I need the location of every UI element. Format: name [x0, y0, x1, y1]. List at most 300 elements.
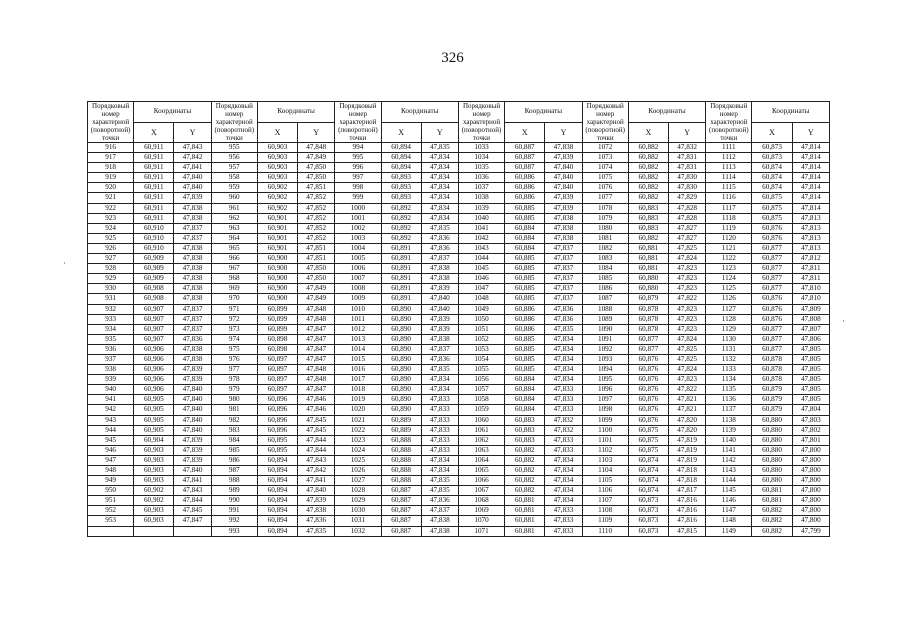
- point-number: 1100: [582, 425, 628, 435]
- coord-y: 47,800: [792, 466, 829, 476]
- point-number: 1040: [458, 213, 504, 223]
- coord-x: 60,885: [505, 365, 545, 375]
- coord-x: 60,885: [505, 354, 545, 364]
- coord-y: 47,837: [174, 233, 211, 243]
- coord-y: 47,834: [545, 344, 582, 354]
- point-number: [88, 526, 134, 536]
- coord-x: 60,887: [381, 526, 421, 536]
- coord-y: 47,838: [174, 344, 211, 354]
- coord-y: 47,840: [421, 304, 458, 314]
- coord-x: 60,894: [257, 516, 297, 526]
- point-number: 1126: [706, 294, 752, 304]
- point-number: 1065: [458, 466, 504, 476]
- coord-y: 47,832: [669, 143, 706, 153]
- coord-y: 47,838: [545, 213, 582, 223]
- coord-y: 47,804: [792, 405, 829, 415]
- coord-x: 60,877: [628, 334, 668, 344]
- coord-y: 47,823: [669, 324, 706, 334]
- point-number: 1068: [458, 496, 504, 506]
- point-number: 1047: [458, 284, 504, 294]
- coord-x: 60,902: [257, 193, 297, 203]
- coord-x: 60,879: [628, 294, 668, 304]
- point-number: 1121: [706, 243, 752, 253]
- point-number: 1018: [335, 385, 381, 395]
- coord-y: 47,807: [792, 324, 829, 334]
- table-row: [88, 213, 830, 223]
- point-number: 1024: [335, 445, 381, 455]
- coord-y: 47,837: [174, 324, 211, 334]
- header-y: Y: [669, 123, 706, 143]
- coord-y: 47,824: [669, 254, 706, 264]
- point-number: 1070: [458, 516, 504, 526]
- table-row: [88, 435, 830, 445]
- coord-y: 47,837: [174, 314, 211, 324]
- point-number: 993: [211, 526, 257, 536]
- coord-y: 47,799: [792, 526, 829, 536]
- coord-y: 47,806: [792, 334, 829, 344]
- point-number: 974: [211, 334, 257, 344]
- coord-y: 47,837: [545, 274, 582, 284]
- table-row: [88, 173, 830, 183]
- coord-x: 60,877: [628, 344, 668, 354]
- coord-x: 60,903: [257, 163, 297, 173]
- point-number: 1088: [582, 304, 628, 314]
- coord-y: 47,839: [545, 153, 582, 163]
- point-number: 1053: [458, 344, 504, 354]
- coord-x: 60,879: [752, 395, 792, 405]
- coord-y: 47,813: [792, 213, 829, 223]
- coord-y: 47,852: [298, 213, 335, 223]
- coord-x: 60,880: [752, 435, 792, 445]
- point-number: 979: [211, 385, 257, 395]
- point-number: 1007: [335, 274, 381, 284]
- table-row: [88, 314, 830, 324]
- point-number: 990: [211, 496, 257, 506]
- coord-y: 47,810: [792, 294, 829, 304]
- point-number: 935: [88, 334, 134, 344]
- coord-y: 47,814: [792, 143, 829, 153]
- point-number: 919: [88, 173, 134, 183]
- table-row: [88, 496, 830, 506]
- coord-y: 47,850: [298, 163, 335, 173]
- table-row: [88, 254, 830, 264]
- coord-x: 60,882: [628, 143, 668, 153]
- coord-y: 47,834: [545, 476, 582, 486]
- coord-y: 47,839: [174, 455, 211, 465]
- point-number: 997: [335, 173, 381, 183]
- point-number: 1021: [335, 415, 381, 425]
- point-number: 1002: [335, 223, 381, 233]
- coord-x: 60,905: [134, 395, 174, 405]
- table-row: [88, 223, 830, 233]
- coord-y: 47,820: [669, 415, 706, 425]
- coord-y: 47,813: [792, 233, 829, 243]
- coord-y: 47,814: [792, 183, 829, 193]
- coord-y: 47,849: [298, 284, 335, 294]
- point-number: 1106: [582, 486, 628, 496]
- point-number: 1090: [582, 324, 628, 334]
- coord-y: 47,814: [792, 173, 829, 183]
- coord-x: 60,902: [134, 496, 174, 506]
- point-number: 1012: [335, 324, 381, 334]
- coord-x: 60,881: [752, 486, 792, 496]
- coord-y: 47,831: [669, 153, 706, 163]
- point-number: 1081: [582, 233, 628, 243]
- coord-x: 60,881: [628, 264, 668, 274]
- point-number: 1073: [582, 153, 628, 163]
- coord-x: 60,885: [505, 344, 545, 354]
- table-row: [88, 506, 830, 516]
- coord-x: 60,882: [628, 193, 668, 203]
- coord-x: 60,879: [752, 385, 792, 395]
- coord-y: 47,833: [545, 435, 582, 445]
- point-number: 1113: [706, 163, 752, 173]
- coord-y: 47,836: [545, 314, 582, 324]
- coord-y: 47,848: [298, 314, 335, 324]
- coord-y: 47,821: [669, 395, 706, 405]
- coord-y: 47,835: [545, 324, 582, 334]
- coord-x: 60,891: [381, 294, 421, 304]
- coord-x: 60,878: [752, 354, 792, 364]
- coord-x: 60,908: [134, 294, 174, 304]
- point-number: 943: [88, 415, 134, 425]
- header-y: Y: [174, 123, 211, 143]
- point-number: 1144: [706, 476, 752, 486]
- coord-y: 47,800: [792, 506, 829, 516]
- coord-y: 47,849: [298, 153, 335, 163]
- coord-x: 60,875: [752, 193, 792, 203]
- coord-x: 60,881: [628, 243, 668, 253]
- table-row: [88, 526, 830, 536]
- coord-y: 47,852: [298, 193, 335, 203]
- point-number: 989: [211, 486, 257, 496]
- coord-x: 60,881: [505, 496, 545, 506]
- point-number: 929: [88, 274, 134, 284]
- coord-y: 47,839: [174, 435, 211, 445]
- coord-y: 47,839: [174, 375, 211, 385]
- coord-y: 47,836: [421, 243, 458, 253]
- coord-x: 60,890: [381, 344, 421, 354]
- point-number: 1097: [582, 395, 628, 405]
- point-number: 1010: [335, 304, 381, 314]
- coord-y: 47,843: [174, 486, 211, 496]
- point-number: 1001: [335, 213, 381, 223]
- coord-x: 60,903: [134, 466, 174, 476]
- coord-x: 60,897: [257, 385, 297, 395]
- coord-y: 47,843: [174, 143, 211, 153]
- coord-x: 60,887: [381, 496, 421, 506]
- point-number: 968: [211, 274, 257, 284]
- coord-x: 60,878: [752, 375, 792, 385]
- coord-x: 60,911: [134, 163, 174, 173]
- point-number: 964: [211, 233, 257, 243]
- coord-x: 60,878: [752, 365, 792, 375]
- coord-y: 47,834: [545, 365, 582, 375]
- point-number: 916: [88, 143, 134, 153]
- coord-y: 47,816: [669, 496, 706, 506]
- coord-x: 60,891: [381, 284, 421, 294]
- coord-y: 47,833: [545, 385, 582, 395]
- header-y: Y: [298, 123, 335, 143]
- coord-x: 60,886: [505, 314, 545, 324]
- coord-y: 47,837: [545, 254, 582, 264]
- point-number: 917: [88, 153, 134, 163]
- header-coordinates: Координаты: [752, 102, 830, 123]
- point-number: 1026: [335, 466, 381, 476]
- point-number: 1089: [582, 314, 628, 324]
- coord-y: 47,839: [545, 193, 582, 203]
- coord-x: 60,888: [381, 435, 421, 445]
- coord-y: 47,838: [174, 354, 211, 364]
- coord-x: 60,876: [752, 233, 792, 243]
- coord-x: 60,905: [134, 415, 174, 425]
- coord-x: 60,878: [628, 314, 668, 324]
- point-number: 926: [88, 243, 134, 253]
- point-number: 1083: [582, 254, 628, 264]
- coord-x: 60,882: [752, 516, 792, 526]
- table-row: [88, 284, 830, 294]
- coord-y: 47,837: [174, 304, 211, 314]
- point-number: 1099: [582, 415, 628, 425]
- coord-x: 60,875: [628, 425, 668, 435]
- point-number: 965: [211, 243, 257, 253]
- coord-y: 47,834: [421, 385, 458, 395]
- coord-x: 60,907: [134, 304, 174, 314]
- coord-y: 47,808: [792, 314, 829, 324]
- coord-y: 47,834: [421, 163, 458, 173]
- coord-x: 60,894: [257, 486, 297, 496]
- coord-x: 60,875: [628, 435, 668, 445]
- coord-x: 60,910: [134, 223, 174, 233]
- coord-y: 47,839: [174, 365, 211, 375]
- header-y: Y: [421, 123, 458, 143]
- point-number: 1064: [458, 455, 504, 465]
- coord-y: 47,834: [421, 466, 458, 476]
- point-number: 1020: [335, 405, 381, 415]
- coord-x: 60,876: [628, 354, 668, 364]
- coord-y: 47,838: [421, 274, 458, 284]
- coord-x: 60,877: [752, 243, 792, 253]
- coord-x: 60,911: [134, 183, 174, 193]
- coord-y: 47,834: [545, 354, 582, 364]
- coord-x: 60,880: [628, 284, 668, 294]
- coord-y: 47,833: [545, 516, 582, 526]
- coord-x: 60,879: [752, 405, 792, 415]
- coord-x: 60,910: [134, 233, 174, 243]
- coord-x: 60,890: [381, 405, 421, 415]
- coord-x: 60,882: [505, 486, 545, 496]
- table-row: [88, 153, 830, 163]
- coord-y: 47,842: [298, 466, 335, 476]
- point-number: 1045: [458, 264, 504, 274]
- point-number: 987: [211, 466, 257, 476]
- point-number: 950: [88, 486, 134, 496]
- coord-y: 47,800: [792, 445, 829, 455]
- coord-x: 60,891: [381, 243, 421, 253]
- point-number: 956: [211, 153, 257, 163]
- point-number: 1135: [706, 385, 752, 395]
- coord-y: 47,837: [545, 294, 582, 304]
- point-number: 1116: [706, 193, 752, 203]
- point-number: 1138: [706, 415, 752, 425]
- table-row: [88, 445, 830, 455]
- header-x: X: [381, 123, 421, 143]
- table-row: [88, 193, 830, 203]
- coord-x: 60,890: [381, 324, 421, 334]
- coord-y: [174, 526, 211, 536]
- coord-x: 60,899: [257, 304, 297, 314]
- coord-x: 60,880: [752, 476, 792, 486]
- coord-y: 47,822: [669, 294, 706, 304]
- coord-y: 47,813: [792, 243, 829, 253]
- coord-y: 47,840: [174, 385, 211, 395]
- coord-y: 47,835: [421, 365, 458, 375]
- coord-y: 47,805: [792, 354, 829, 364]
- coord-x: 60,880: [752, 415, 792, 425]
- coord-x: 60,873: [628, 516, 668, 526]
- coord-y: 47,834: [421, 153, 458, 163]
- point-number: 962: [211, 213, 257, 223]
- coord-y: 47,852: [298, 203, 335, 213]
- coord-y: 47,838: [174, 254, 211, 264]
- coord-x: 60,880: [752, 455, 792, 465]
- coord-x: 60,888: [381, 445, 421, 455]
- coord-x: 60,911: [134, 203, 174, 213]
- point-number: 1017: [335, 375, 381, 385]
- coord-y: 47,834: [421, 193, 458, 203]
- point-number: 1118: [706, 213, 752, 223]
- point-number: 927: [88, 254, 134, 264]
- coord-x: 60,874: [628, 466, 668, 476]
- point-number: 1132: [706, 354, 752, 364]
- coord-y: 47,838: [174, 274, 211, 284]
- coord-x: 60,882: [628, 233, 668, 243]
- point-number: 1004: [335, 243, 381, 253]
- coord-y: 47,805: [792, 385, 829, 395]
- point-number: 1076: [582, 183, 628, 193]
- table-row: [88, 425, 830, 435]
- coord-y: 47,845: [174, 506, 211, 516]
- coord-x: 60,911: [134, 153, 174, 163]
- coord-x: 60,885: [505, 274, 545, 284]
- point-number: 1149: [706, 526, 752, 536]
- point-number: 925: [88, 233, 134, 243]
- coord-x: 60,885: [505, 264, 545, 274]
- point-number: 1124: [706, 274, 752, 284]
- coord-y: 47,823: [669, 284, 706, 294]
- point-number: 932: [88, 304, 134, 314]
- coord-x: 60,900: [257, 294, 297, 304]
- coord-y: 47,819: [669, 455, 706, 465]
- coord-y: 47,837: [421, 254, 458, 264]
- coord-y: 47,841: [298, 476, 335, 486]
- coord-y: 47,805: [792, 365, 829, 375]
- coord-y: 47,812: [792, 254, 829, 264]
- coord-x: 60,873: [752, 153, 792, 163]
- coord-y: 47,803: [792, 415, 829, 425]
- coord-y: 47,834: [421, 183, 458, 193]
- coord-x: 60,894: [257, 476, 297, 486]
- point-number: 1131: [706, 344, 752, 354]
- header-coordinates: Координаты: [505, 102, 582, 123]
- point-number: 1067: [458, 486, 504, 496]
- coord-y: 47,839: [421, 284, 458, 294]
- coord-x: 60,877: [752, 284, 792, 294]
- point-number: 1086: [582, 284, 628, 294]
- coord-x: 60,887: [381, 506, 421, 516]
- table-row: [88, 395, 830, 405]
- coord-x: 60,895: [257, 435, 297, 445]
- point-number: 1134: [706, 375, 752, 385]
- coord-y: 47,832: [545, 415, 582, 425]
- table-row: [88, 163, 830, 173]
- coord-y: 47,801: [792, 435, 829, 445]
- coord-y: 47,824: [669, 365, 706, 375]
- coord-x: 60,877: [752, 254, 792, 264]
- point-number: 961: [211, 203, 257, 213]
- coord-x: 60,885: [505, 334, 545, 344]
- point-number: 1129: [706, 324, 752, 334]
- coord-y: 47,845: [298, 425, 335, 435]
- point-number: 1033: [458, 143, 504, 153]
- coord-y: 47,840: [174, 173, 211, 183]
- coord-x: 60,903: [134, 445, 174, 455]
- coord-x: 60,890: [381, 365, 421, 375]
- coord-y: 47,851: [298, 183, 335, 193]
- coord-y: 47,838: [174, 294, 211, 304]
- table-row: [88, 405, 830, 415]
- coord-y: 47,837: [421, 506, 458, 516]
- point-number: 940: [88, 385, 134, 395]
- coord-y: 47,851: [298, 243, 335, 253]
- point-number: 1146: [706, 496, 752, 506]
- coord-x: 60,889: [381, 415, 421, 425]
- coord-x: [134, 526, 174, 536]
- coord-y: 47,838: [174, 264, 211, 274]
- coord-x: 60,882: [505, 476, 545, 486]
- coord-x: 60,903: [134, 455, 174, 465]
- coord-y: 47,846: [298, 395, 335, 405]
- point-number: 1115: [706, 183, 752, 193]
- coord-y: 47,805: [792, 344, 829, 354]
- point-number: 931: [88, 294, 134, 304]
- point-number: 959: [211, 183, 257, 193]
- coord-x: 60,886: [505, 193, 545, 203]
- coord-x: 60,874: [628, 476, 668, 486]
- coord-y: 47,834: [545, 455, 582, 465]
- point-number: 1031: [335, 516, 381, 526]
- header-point-number: Порядковый номер характерной (поворотной) точки: [582, 102, 628, 143]
- point-number: 1107: [582, 496, 628, 506]
- point-number: 1057: [458, 385, 504, 395]
- header-x: X: [134, 123, 174, 143]
- point-number: 986: [211, 455, 257, 465]
- coord-x: 60,905: [134, 425, 174, 435]
- coord-x: 60,881: [505, 506, 545, 516]
- coord-y: 47,833: [421, 395, 458, 405]
- point-number: 1061: [458, 425, 504, 435]
- coord-x: 60,883: [628, 203, 668, 213]
- header-point-number: Порядковый номер характерной (поворотной) точки: [335, 102, 381, 143]
- coord-x: 60,899: [257, 314, 297, 324]
- coord-x: 60,882: [752, 506, 792, 516]
- coord-x: 60,885: [505, 284, 545, 294]
- point-number: 960: [211, 193, 257, 203]
- coord-x: 60,891: [381, 254, 421, 264]
- header-point-number: Порядковый номер характерной (поворотной) точки: [211, 102, 257, 143]
- point-number: 1104: [582, 466, 628, 476]
- point-number: 1066: [458, 476, 504, 486]
